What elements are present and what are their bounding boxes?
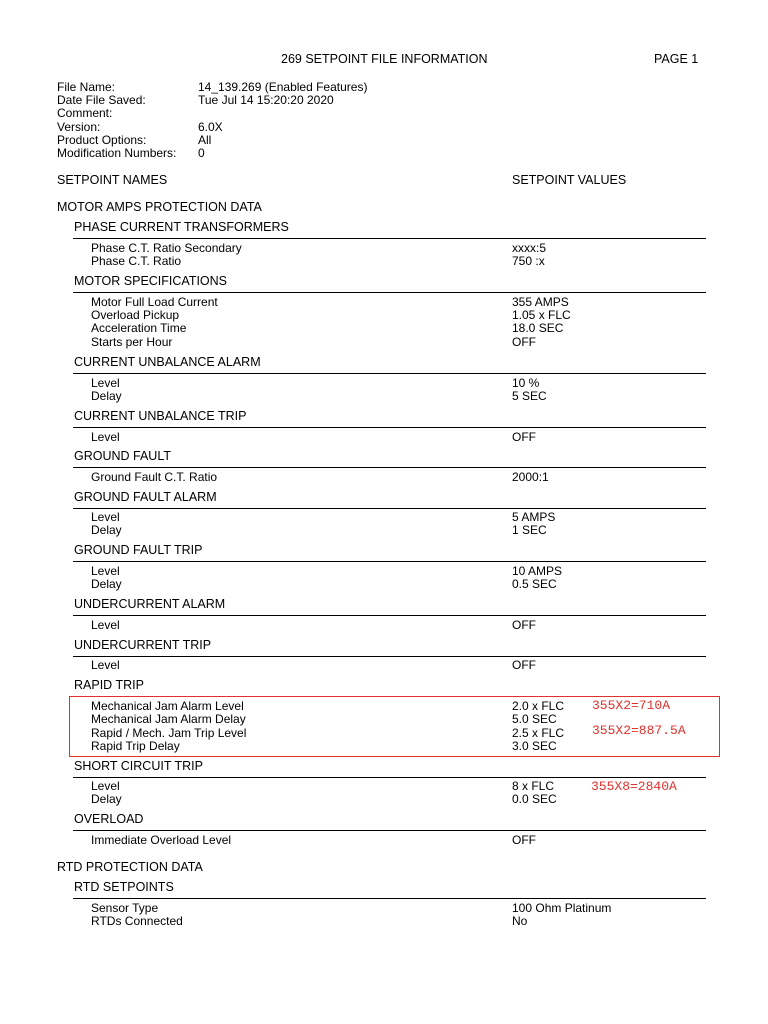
- file-name-label: File Name:: [57, 80, 116, 94]
- group-title: GROUND FAULT: [74, 449, 171, 463]
- group-title: OVERLOAD: [74, 812, 144, 826]
- section-title: RTD PROTECTION DATA: [57, 860, 203, 874]
- handwritten-note: 355X8=2840A: [591, 779, 677, 794]
- modification-numbers-value: 0: [198, 146, 205, 160]
- setpoint-name: Mechanical Jam Alarm Level: [91, 699, 244, 713]
- handwritten-note: 355X2=887.5A: [592, 723, 686, 738]
- divider: [73, 427, 706, 428]
- group-title: UNDERCURRENT ALARM: [74, 597, 226, 611]
- setpoint-name: Level: [91, 376, 120, 390]
- version-value: 6.0X: [198, 120, 223, 134]
- comment-label: Comment:: [57, 106, 113, 120]
- divider: [73, 467, 706, 468]
- section-title: MOTOR AMPS PROTECTION DATA: [57, 200, 262, 214]
- setpoint-value: No: [512, 914, 528, 928]
- group-title: CURRENT UNBALANCE ALARM: [74, 355, 261, 369]
- setpoint-name: Level: [91, 430, 120, 444]
- setpoint-value: 0.5 SEC: [512, 577, 557, 591]
- handwritten-note: 355X2=710A: [592, 698, 671, 713]
- setpoint-value: xxxx:5: [512, 241, 547, 255]
- setpoint-value: 5.0 SEC: [512, 712, 557, 726]
- setpoint-name: Phase C.T. Ratio: [91, 254, 182, 268]
- setpoint-name: Level: [91, 564, 120, 578]
- setpoint-value: OFF: [512, 833, 536, 847]
- divider: [73, 292, 706, 293]
- divider: [73, 830, 706, 831]
- date-saved-value: Tue Jul 14 15:20:20 2020: [198, 93, 334, 107]
- divider: [73, 373, 706, 374]
- setpoint-name: Sensor Type: [91, 901, 159, 915]
- group-title: GROUND FAULT ALARM: [74, 490, 217, 504]
- setpoint-name: RTDs Connected: [91, 914, 183, 928]
- group-title: RAPID TRIP: [74, 678, 144, 692]
- divider: [73, 615, 706, 616]
- setpoint-name: Mechanical Jam Alarm Delay: [91, 712, 246, 726]
- product-options-label: Product Options:: [57, 133, 147, 147]
- setpoint-name: Level: [91, 779, 120, 793]
- page-title: 269 SETPOINT FILE INFORMATION: [281, 52, 488, 66]
- group-title: SHORT CIRCUIT TRIP: [74, 759, 203, 773]
- file-name-value: 14_139.269 (Enabled Features): [198, 80, 368, 94]
- setpoint-name: Level: [91, 658, 120, 672]
- divider: [73, 777, 706, 778]
- setpoint-name: Delay: [91, 577, 122, 591]
- setpoint-value: 2000:1: [512, 470, 549, 484]
- setpoint-value: 2.0 x FLC: [512, 699, 565, 713]
- group-title: MOTOR SPECIFICATIONS: [74, 274, 228, 288]
- setpoint-name: Starts per Hour: [91, 335, 173, 349]
- divider: [73, 561, 706, 562]
- setpoint-name: Phase C.T. Ratio Secondary: [91, 241, 242, 255]
- page-number: PAGE 1: [654, 52, 699, 66]
- setpoint-name: Motor Full Load Current: [91, 295, 218, 309]
- setpoint-value: OFF: [512, 618, 536, 632]
- setpoint-name: Level: [91, 618, 120, 632]
- setpoint-name: Delay: [91, 792, 122, 806]
- setpoint-value: 100 Ohm Platinum: [512, 901, 612, 915]
- setpoint-value: 2.5 x FLC: [512, 726, 565, 740]
- divider: [73, 238, 706, 239]
- setpoint-value: 3.0 SEC: [512, 739, 557, 753]
- setpoint-value: 10 %: [512, 376, 540, 390]
- setpoint-name: Immediate Overload Level: [91, 833, 232, 847]
- group-title: UNDERCURRENT TRIP: [74, 638, 212, 652]
- setpoint-value: 5 AMPS: [512, 510, 556, 524]
- setpoint-value: 10 AMPS: [512, 564, 563, 578]
- modification-numbers-label: Modification Numbers:: [57, 146, 177, 160]
- version-label: Version:: [57, 120, 101, 134]
- setpoint-value: 1.05 x FLC: [512, 308, 571, 322]
- setpoint-name: Acceleration Time: [91, 321, 187, 335]
- setpoint-name: Delay: [91, 523, 122, 537]
- divider: [73, 656, 706, 657]
- divider: [73, 898, 706, 899]
- setpoint-name: Ground Fault C.T. Ratio: [91, 470, 218, 484]
- setpoint-name: Overload Pickup: [91, 308, 180, 322]
- setpoint-value: 8 x FLC: [512, 779, 555, 793]
- group-title: RTD SETPOINTS: [74, 880, 174, 894]
- setpoint-value: 355 AMPS: [512, 295, 569, 309]
- setpoint-value: 750 :x: [512, 254, 545, 268]
- setpoint-value: 0.0 SEC: [512, 792, 557, 806]
- setpoint-value: 18.0 SEC: [512, 321, 564, 335]
- column-header-names: SETPOINT NAMES: [57, 173, 168, 187]
- product-options-value: All: [198, 133, 212, 147]
- group-title: GROUND FAULT TRIP: [74, 543, 203, 557]
- setpoint-value: 5 SEC: [512, 389, 547, 403]
- setpoint-name: Level: [91, 510, 120, 524]
- setpoint-name: Rapid Trip Delay: [91, 739, 180, 753]
- date-saved-label: Date File Saved:: [57, 93, 146, 107]
- setpoint-name: Delay: [91, 389, 122, 403]
- setpoint-value: OFF: [512, 430, 536, 444]
- setpoint-value: OFF: [512, 335, 536, 349]
- setpoint-value: 1 SEC: [512, 523, 547, 537]
- setpoint-value: OFF: [512, 658, 536, 672]
- divider: [73, 508, 706, 509]
- group-title: CURRENT UNBALANCE TRIP: [74, 409, 247, 423]
- setpoint-name: Rapid / Mech. Jam Trip Level: [91, 726, 247, 740]
- group-title: PHASE CURRENT TRANSFORMERS: [74, 220, 289, 234]
- column-header-values: SETPOINT VALUES: [512, 173, 627, 187]
